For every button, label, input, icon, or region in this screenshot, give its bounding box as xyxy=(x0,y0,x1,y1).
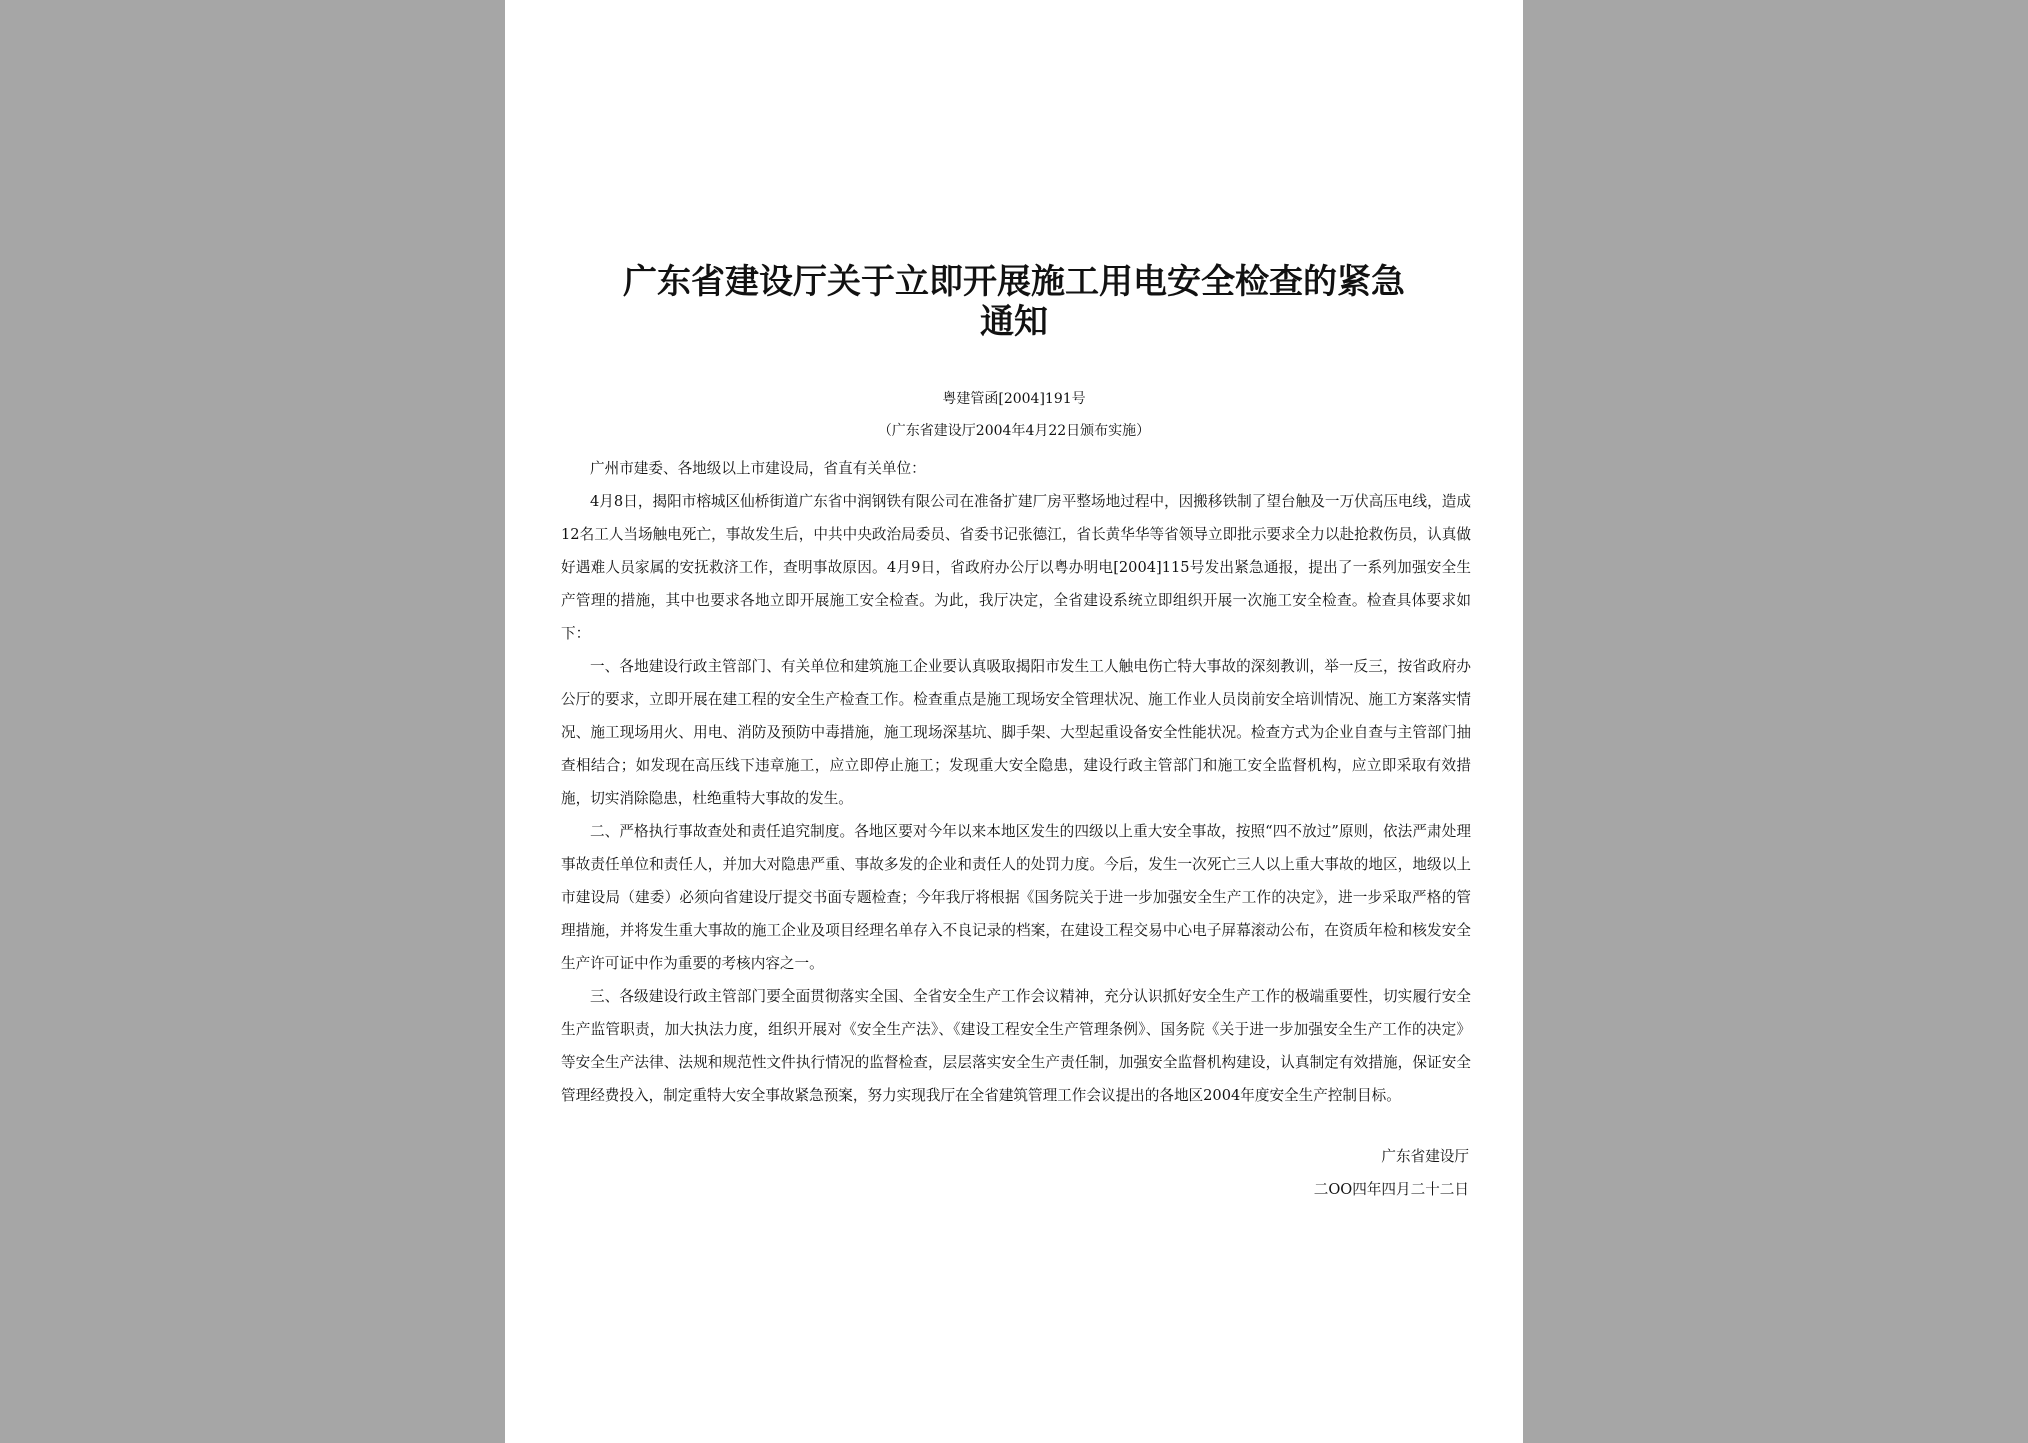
signature-organization: 广东省建设厅 xyxy=(1381,1148,1469,1165)
document-body xyxy=(561,452,1471,1112)
paragraph-item-3: 三、各级建设行政主管部门要全面贯彻落实全国、全省安全生产工作会议精神，充分认识抓好安全生产工作的极端重要性，切实履行安全生产监管职责，加大执法力度，组织开展对《安全生产法》、《建设工程安全生产管理条例》、国务院《关于进一步加强安全生产工作的决定》等安全生产法律、法规和规范性文件执行情况的监督检查，层层落实安全生产责任制，加强安全监督机构建设，认真制定有效措施，保证安全管理经费投入，制定重特大安全事故紧急预案，努力实现我厅在全省建筑管理工作会议提出的各地区2004年度安全生产控制目标。 xyxy=(561,988,1471,1104)
paragraph-intro: 4月8日，揭阳市榕城区仙桥街道广东省中润钢铁有限公司在准备扩建厂房平整场地过程中，因搬移铁制了望台触及一万伏高压电线，造成12名工人当场触电死亡，事故发生后，中共中央政治局委员、省委书记张德江，省长黄华华等省领导立即批示要求全力以赴抢救伤员，认真做好遇难人员家属的安抚救济工作，查明事故原因。4月9日，省政府办公厅以粤办明电[2004]115号发出紧急通报，提出了一系列加强安全生产管理的措施，其中也要求各地立即开展施工安全检查。为此，我厅决定，全省建设系统立即组织开展一次施工安全检查。检查具体要求如下： xyxy=(561,493,1471,642)
document-title xyxy=(575,262,1453,342)
paragraph-item-1: 一、各地建设行政主管部门、有关单位和建筑施工企业要认真吸取揭阳市发生工人触电伤亡特大事故的深刻教训，举一反三，按省政府办公厅的要求，立即开展在建工程的安全生产检查工作。检查重点是施工现场安全管理状况、施工作业人员岗前安全培训情况、施工方案落实情况、施工现场用火、用电、消防及预防中毒措施，施工现场深基坑、脚手架、大型起重设备安全性能状况。检查方式为企业自查与主管部门抽查相结合；如发现在高压线下违章施工，应立即停止施工；发现重大安全隐患，建设行政主管部门和施工安全监督机构，应立即采取有效措施，切实消除隐患，杜绝重特大事故的发生。 xyxy=(561,658,1471,807)
document-page xyxy=(505,0,1523,1443)
title-line-1: 广东省建设厅关于立即开展施工用电安全检查的紧急 xyxy=(623,262,1405,302)
issuer-note: （广东省建设厅2004年4月22日颁布实施） xyxy=(877,423,1151,439)
title-line-2: 通知 xyxy=(980,302,1048,342)
signature-date: 二OO四年四月二十二日 xyxy=(1313,1181,1469,1198)
document-number: 粤建管函[2004]191号 xyxy=(942,391,1086,407)
paragraph-item-2: 二、严格执行事故查处和责任追究制度。各地区要对今年以来本地区发生的四级以上重大安全事故，按照“四不放过”原则，依法严肃处理事故责任单位和责任人，并加大对隐患严重、事故多发的企业和责任人的处罚力度。今后，发生一次死亡三人以上重大事故的地区，地级以上市建设局（建委）必须向省建设厅提交书面专题检查；今年我厅将根据《国务院关于进一步加强安全生产工作的决定》，进一步采取严格的管理措施，并将发生重大事故的施工企业及项目经理名单存入不良记录的档案，在建设工程交易中心电子屏幕滚动公布，在资质年检和核发安全生产许可证中作为重要的考核内容之一。 xyxy=(561,823,1471,972)
salutation: 广州市建委、各地级以上市建设局，省直有关单位： xyxy=(590,460,926,477)
